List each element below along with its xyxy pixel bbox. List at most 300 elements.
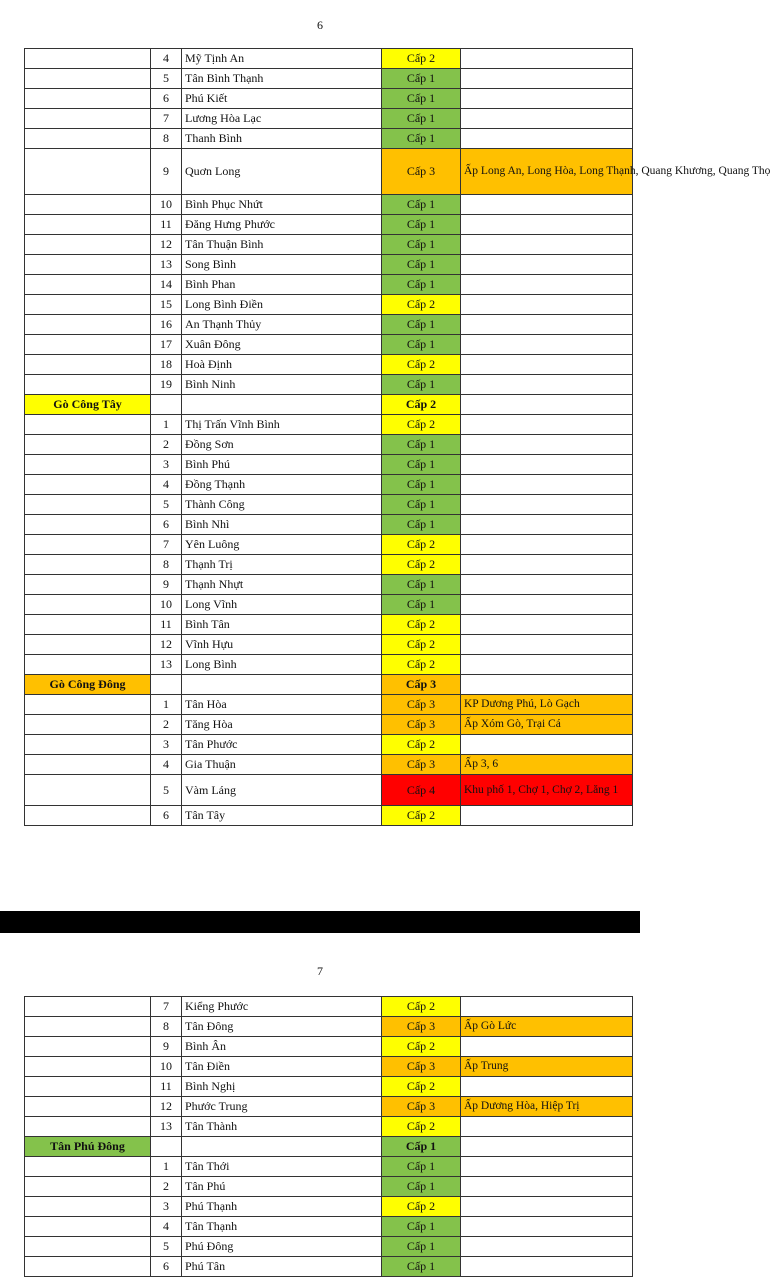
commune-row <box>25 635 633 655</box>
commune-name: Bình Tân <box>182 615 382 635</box>
commune-row <box>25 475 633 495</box>
row-number: 18 <box>151 355 182 375</box>
hamlet-note: Ấp Gò Lức <box>461 1017 633 1037</box>
commune-name: Tân Phước <box>182 735 382 755</box>
risk-level: Cấp 1 <box>382 235 461 255</box>
commune-row <box>25 1177 633 1197</box>
note-cell <box>461 1137 633 1157</box>
commune-row <box>25 775 633 806</box>
commune-name: Bình Nhì <box>182 515 382 535</box>
hamlet-note <box>461 355 633 375</box>
commune-row <box>25 1077 633 1097</box>
row-number: 4 <box>151 475 182 495</box>
risk-level: Cấp 3 <box>382 715 461 735</box>
district-cell <box>25 1017 151 1037</box>
district-cell <box>25 595 151 615</box>
district-cell <box>25 109 151 129</box>
district-cell <box>25 195 151 215</box>
commune-row <box>25 89 633 109</box>
commune-name: Phú Thạnh <box>182 1197 382 1217</box>
hamlet-note <box>461 255 633 275</box>
district-cell <box>25 275 151 295</box>
risk-level: Cấp 3 <box>382 149 461 195</box>
risk-level: Cấp 2 <box>382 735 461 755</box>
district-cell <box>25 655 151 675</box>
commune-name: Tân Phú <box>182 1177 382 1197</box>
commune-name: Tân Thạnh <box>182 1217 382 1237</box>
row-number: 8 <box>151 129 182 149</box>
row-number: 5 <box>151 1237 182 1257</box>
district-cell <box>25 1117 151 1137</box>
risk-level: Cấp 2 <box>382 395 461 415</box>
row-number: 6 <box>151 515 182 535</box>
commune-name: Bình Ninh <box>182 375 382 395</box>
risk-level: Cấp 1 <box>382 1217 461 1237</box>
row-number: 12 <box>151 635 182 655</box>
risk-level: Cấp 1 <box>382 315 461 335</box>
row-number: 19 <box>151 375 182 395</box>
row-number: 6 <box>151 806 182 826</box>
district-cell <box>25 1177 151 1197</box>
risk-level: Cấp 1 <box>382 455 461 475</box>
district-cell <box>25 755 151 775</box>
district-cell <box>25 1157 151 1177</box>
risk-level: Cấp 1 <box>382 1257 461 1277</box>
row-number: 13 <box>151 255 182 275</box>
risk-level: Cấp 2 <box>382 635 461 655</box>
district-cell <box>25 455 151 475</box>
district-cell <box>25 555 151 575</box>
risk-level: Cấp 3 <box>382 1097 461 1117</box>
hamlet-note: Ấp Trung <box>461 1057 633 1077</box>
commune-row <box>25 415 633 435</box>
district-cell <box>25 335 151 355</box>
commune-row <box>25 1257 633 1277</box>
row-number: 5 <box>151 775 182 806</box>
risk-level: Cấp 1 <box>382 1157 461 1177</box>
district-cell <box>25 435 151 455</box>
commune-name: Lương Hòa Lạc <box>182 109 382 129</box>
row-number: 11 <box>151 215 182 235</box>
commune-name: Long Bình Điền <box>182 295 382 315</box>
district-cell <box>25 1257 151 1277</box>
hamlet-note <box>461 415 633 435</box>
hamlet-note <box>461 655 633 675</box>
hamlet-note <box>461 69 633 89</box>
row-number: 7 <box>151 997 182 1017</box>
commune-name: Bình Ân <box>182 1037 382 1057</box>
commune-row <box>25 195 633 215</box>
commune-name: Tân Thành <box>182 1117 382 1137</box>
row-number: 10 <box>151 595 182 615</box>
district-name: Tân Phú Đông <box>25 1137 151 1157</box>
commune-row <box>25 806 633 826</box>
row-number: 11 <box>151 1077 182 1097</box>
risk-level: Cấp 1 <box>382 1237 461 1257</box>
risk-level-table-page-7 <box>24 996 633 1277</box>
risk-level: Cấp 2 <box>382 49 461 69</box>
district-cell <box>25 495 151 515</box>
commune-row <box>25 49 633 69</box>
row-number: 8 <box>151 1017 182 1037</box>
commune-name: Phú Tân <box>182 1257 382 1277</box>
row-number: 6 <box>151 1257 182 1277</box>
commune-row <box>25 535 633 555</box>
district-cell <box>25 1057 151 1077</box>
district-cell <box>25 295 151 315</box>
district-cell <box>25 49 151 69</box>
hamlet-note <box>461 49 633 69</box>
risk-level: Cấp 2 <box>382 997 461 1017</box>
risk-level: Cấp 1 <box>382 595 461 615</box>
commune-row <box>25 1037 633 1057</box>
commune-row <box>25 455 633 475</box>
risk-level-table-page-6 <box>24 48 770 826</box>
district-cell <box>25 715 151 735</box>
risk-level: Cấp 1 <box>382 215 461 235</box>
row-number: 9 <box>151 575 182 595</box>
district-name: Gò Công Đông <box>25 675 151 695</box>
commune-row <box>25 275 633 295</box>
district-cell <box>25 1097 151 1117</box>
row-number: 17 <box>151 335 182 355</box>
commune-name: Phú Kiết <box>182 89 382 109</box>
empty-cell <box>182 675 382 695</box>
commune-name: Song Bình <box>182 255 382 275</box>
row-number: 6 <box>151 89 182 109</box>
district-cell <box>25 735 151 755</box>
hamlet-note <box>461 595 633 615</box>
hamlet-note <box>461 1197 633 1217</box>
risk-level: Cấp 2 <box>382 1037 461 1057</box>
hamlet-note <box>461 1157 633 1177</box>
district-cell <box>25 635 151 655</box>
commune-name: Phước Trung <box>182 1097 382 1117</box>
commune-name: Thành Công <box>182 495 382 515</box>
commune-row <box>25 335 633 355</box>
commune-row <box>25 715 633 735</box>
row-number: 8 <box>151 555 182 575</box>
commune-name: Hoà Định <box>182 355 382 375</box>
page-separator <box>0 911 640 933</box>
district-cell <box>25 129 151 149</box>
row-number: 12 <box>151 235 182 255</box>
hamlet-note <box>461 997 633 1017</box>
district-cell <box>25 535 151 555</box>
commune-row <box>25 435 633 455</box>
commune-row <box>25 1017 633 1037</box>
row-number: 13 <box>151 1117 182 1137</box>
commune-name: Tân Bình Thạnh <box>182 69 382 89</box>
commune-name: Vĩnh Hựu <box>182 635 382 655</box>
risk-level: Cấp 3 <box>382 695 461 715</box>
commune-row <box>25 1097 633 1117</box>
hamlet-note <box>461 1177 633 1197</box>
commune-row <box>25 735 633 755</box>
page-number: 7 <box>317 964 323 978</box>
row-number: 4 <box>151 1217 182 1237</box>
hamlet-note <box>461 335 633 355</box>
risk-level: Cấp 1 <box>382 575 461 595</box>
hamlet-note <box>461 806 633 826</box>
commune-name: Long Bình <box>182 655 382 675</box>
commune-row <box>25 1197 633 1217</box>
commune-name: Bình Phan <box>182 275 382 295</box>
hamlet-note <box>461 535 633 555</box>
commune-row <box>25 555 633 575</box>
commune-row <box>25 755 633 775</box>
district-row <box>25 675 633 695</box>
empty-cell <box>151 1137 182 1157</box>
hamlet-note <box>461 1217 633 1237</box>
district-name: Gò Công Tây <box>25 395 151 415</box>
row-number: 9 <box>151 149 182 195</box>
commune-name: Tăng Hòa <box>182 715 382 735</box>
commune-name: Gia Thuận <box>182 755 382 775</box>
district-cell <box>25 255 151 275</box>
risk-level: Cấp 2 <box>382 535 461 555</box>
row-number: 1 <box>151 415 182 435</box>
district-cell <box>25 415 151 435</box>
row-number: 5 <box>151 69 182 89</box>
risk-level: Cấp 1 <box>382 255 461 275</box>
risk-level: Cấp 1 <box>382 129 461 149</box>
commune-name: Đăng Hưng Phước <box>182 215 382 235</box>
row-number: 3 <box>151 1197 182 1217</box>
hamlet-note <box>461 195 633 215</box>
hamlet-note: Ấp Long An, Long Hòa, Long Thạnh, Quang Khương, Quang Thọ <box>461 149 633 195</box>
commune-row <box>25 129 633 149</box>
commune-name: Quơn Long <box>182 149 382 195</box>
hamlet-note <box>461 475 633 495</box>
district-cell <box>25 69 151 89</box>
district-row <box>25 1137 633 1157</box>
row-number: 1 <box>151 695 182 715</box>
commune-row <box>25 615 633 635</box>
risk-level: Cấp 1 <box>382 1177 461 1197</box>
hamlet-note <box>461 555 633 575</box>
commune-name: Bình Phục Nhứt <box>182 195 382 215</box>
risk-level: Cấp 3 <box>382 755 461 775</box>
row-number: 1 <box>151 1157 182 1177</box>
hamlet-note <box>461 515 633 535</box>
hamlet-note <box>461 129 633 149</box>
risk-level: Cấp 1 <box>382 475 461 495</box>
hamlet-note <box>461 635 633 655</box>
row-number: 10 <box>151 1057 182 1077</box>
row-number: 2 <box>151 435 182 455</box>
district-cell <box>25 575 151 595</box>
hamlet-note <box>461 109 633 129</box>
commune-row <box>25 1217 633 1237</box>
commune-row <box>25 695 633 715</box>
empty-cell <box>182 395 382 415</box>
commune-name: Xuân Đông <box>182 335 382 355</box>
commune-name: Long Vĩnh <box>182 595 382 615</box>
commune-row <box>25 655 633 675</box>
row-number: 10 <box>151 195 182 215</box>
row-number: 4 <box>151 755 182 775</box>
district-cell <box>25 235 151 255</box>
row-number: 9 <box>151 1037 182 1057</box>
commune-row <box>25 295 633 315</box>
commune-row <box>25 515 633 535</box>
district-cell <box>25 1217 151 1237</box>
district-cell <box>25 997 151 1017</box>
district-cell <box>25 149 151 195</box>
commune-row <box>25 575 633 595</box>
commune-row <box>25 1117 633 1137</box>
commune-name: Tân Hòa <box>182 695 382 715</box>
commune-row <box>25 595 633 615</box>
risk-level: Cấp 3 <box>382 675 461 695</box>
risk-level: Cấp 2 <box>382 1077 461 1097</box>
commune-name: Vàm Láng <box>182 775 382 806</box>
commune-name: Thạnh Nhựt <box>182 575 382 595</box>
district-cell <box>25 775 151 806</box>
empty-cell <box>151 395 182 415</box>
empty-cell <box>182 1137 382 1157</box>
risk-level: Cấp 1 <box>382 335 461 355</box>
commune-name: Tân Tây <box>182 806 382 826</box>
commune-name: Yên Luông <box>182 535 382 555</box>
row-number: 2 <box>151 1177 182 1197</box>
district-cell <box>25 1037 151 1057</box>
hamlet-note <box>461 1117 633 1137</box>
risk-level: Cấp 1 <box>382 89 461 109</box>
hamlet-note <box>461 615 633 635</box>
row-number: 11 <box>151 615 182 635</box>
commune-name: Đồng Thạnh <box>182 475 382 495</box>
row-number: 4 <box>151 49 182 69</box>
risk-level: Cấp 2 <box>382 615 461 635</box>
risk-level: Cấp 1 <box>382 495 461 515</box>
hamlet-note <box>461 495 633 515</box>
commune-name: Bình Nghị <box>182 1077 382 1097</box>
risk-level: Cấp 1 <box>382 109 461 129</box>
district-cell <box>25 1197 151 1217</box>
district-cell <box>25 215 151 235</box>
district-cell <box>25 1077 151 1097</box>
hamlet-note <box>461 1257 633 1277</box>
risk-level: Cấp 2 <box>382 806 461 826</box>
district-cell <box>25 695 151 715</box>
risk-level: Cấp 2 <box>382 415 461 435</box>
risk-level: Cấp 1 <box>382 435 461 455</box>
hamlet-note: Ấp Xóm Gò, Trại Cá <box>461 715 633 735</box>
commune-row <box>25 215 633 235</box>
row-number: 7 <box>151 109 182 129</box>
hamlet-note: Khu phố 1, Chợ 1, Chợ 2, Lăng 1 <box>461 775 633 806</box>
district-row <box>25 395 633 415</box>
commune-name: Thạnh Trị <box>182 555 382 575</box>
commune-name: Tân Điền <box>182 1057 382 1077</box>
row-number: 15 <box>151 295 182 315</box>
commune-name: Phú Đông <box>182 1237 382 1257</box>
commune-name: Mỹ Tịnh An <box>182 49 382 69</box>
commune-row <box>25 315 633 335</box>
hamlet-note <box>461 235 633 255</box>
row-number: 3 <box>151 735 182 755</box>
row-number: 14 <box>151 275 182 295</box>
district-cell <box>25 615 151 635</box>
hamlet-note <box>461 315 633 335</box>
page-number: 6 <box>317 18 323 32</box>
note-cell <box>461 675 633 695</box>
note-cell <box>461 395 633 415</box>
risk-level: Cấp 3 <box>382 1057 461 1077</box>
district-cell <box>25 315 151 335</box>
row-number: 13 <box>151 655 182 675</box>
hamlet-note <box>461 275 633 295</box>
hamlet-note: Ấp 3, 6 <box>461 755 633 775</box>
commune-row <box>25 255 633 275</box>
commune-row <box>25 69 633 89</box>
district-cell <box>25 806 151 826</box>
hamlet-note <box>461 1237 633 1257</box>
risk-level: Cấp 2 <box>382 355 461 375</box>
commune-row <box>25 375 633 395</box>
risk-level: Cấp 1 <box>382 195 461 215</box>
commune-name: Kiểng Phước <box>182 997 382 1017</box>
risk-level: Cấp 3 <box>382 1017 461 1037</box>
commune-row <box>25 1237 633 1257</box>
row-number: 7 <box>151 535 182 555</box>
district-cell <box>25 515 151 535</box>
commune-row <box>25 495 633 515</box>
empty-cell <box>151 675 182 695</box>
commune-row <box>25 1057 633 1077</box>
hamlet-note <box>461 375 633 395</box>
risk-level: Cấp 2 <box>382 655 461 675</box>
row-number: 3 <box>151 455 182 475</box>
commune-row <box>25 235 633 255</box>
row-number: 2 <box>151 715 182 735</box>
commune-name: Đồng Sơn <box>182 435 382 455</box>
commune-row <box>25 355 633 375</box>
commune-name: Tân Thuận Bình <box>182 235 382 255</box>
commune-row <box>25 1157 633 1177</box>
commune-name: Thanh Bình <box>182 129 382 149</box>
hamlet-note <box>461 1037 633 1057</box>
district-cell <box>25 1237 151 1257</box>
hamlet-note <box>461 435 633 455</box>
risk-level: Cấp 2 <box>382 555 461 575</box>
risk-level: Cấp 2 <box>382 1117 461 1137</box>
risk-level: Cấp 1 <box>382 1137 461 1157</box>
row-number: 12 <box>151 1097 182 1117</box>
commune-row <box>25 997 633 1017</box>
row-number: 16 <box>151 315 182 335</box>
hamlet-note: Ấp Dương Hòa, Hiệp Trị <box>461 1097 633 1117</box>
district-cell <box>25 355 151 375</box>
hamlet-note <box>461 295 633 315</box>
risk-level: Cấp 1 <box>382 515 461 535</box>
risk-level: Cấp 2 <box>382 1197 461 1217</box>
commune-name: An Thạnh Thủy <box>182 315 382 335</box>
risk-level: Cấp 2 <box>382 295 461 315</box>
commune-name: Bình Phú <box>182 455 382 475</box>
risk-level: Cấp 1 <box>382 69 461 89</box>
commune-name: Tân Đông <box>182 1017 382 1037</box>
commune-name: Tân Thới <box>182 1157 382 1177</box>
hamlet-note <box>461 455 633 475</box>
commune-name: Thị Trấn Vĩnh Bình <box>182 415 382 435</box>
hamlet-note <box>461 735 633 755</box>
hamlet-note: KP Dương Phú, Lò Gạch <box>461 695 633 715</box>
row-number: 5 <box>151 495 182 515</box>
district-cell <box>25 375 151 395</box>
